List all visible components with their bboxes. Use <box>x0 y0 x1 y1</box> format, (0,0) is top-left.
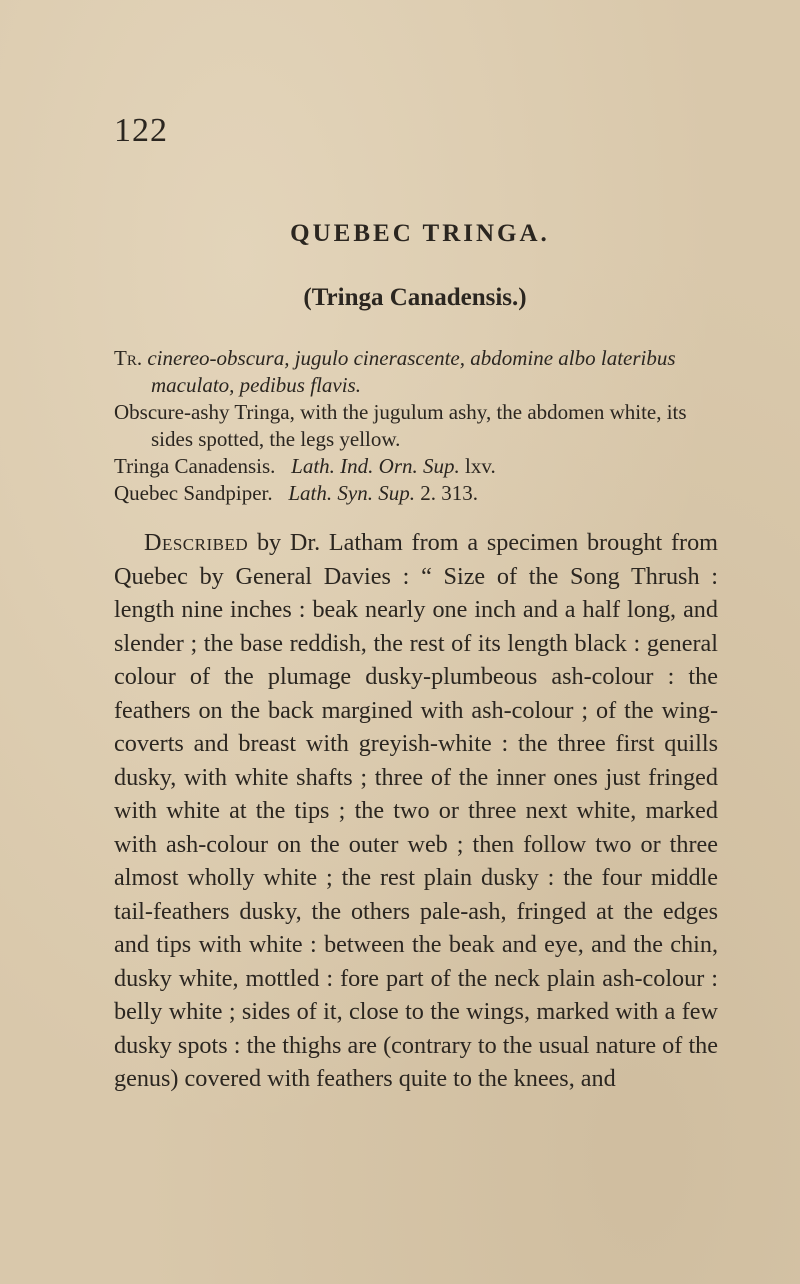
synonym-source: Lath. Ind. Orn. Sup. <box>291 454 460 478</box>
english-diagnosis-text: Obscure-ashy Tringa, with the jugulum ashy, the abdomen white, its sides spotted, the legs yellow. <box>114 400 687 451</box>
page-number: 122 <box>114 112 168 149</box>
diagnosis-lead: Tr. <box>114 346 143 370</box>
species-title: QUEBEC TRINGA. <box>290 220 550 247</box>
latin-diagnosis <box>114 345 714 399</box>
synonym-page: lxv. <box>465 454 496 478</box>
diagnosis-text: cinereo-obscura, jugulo cinerascente, abdomine albo lateribus maculato, pedibus flavis. <box>147 346 676 397</box>
description-paragraph <box>114 526 718 1096</box>
english-diagnosis <box>114 399 714 453</box>
synonym-index-reference <box>114 453 714 480</box>
synonym-page: 2. 313. <box>420 481 478 505</box>
synonym-name: Quebec Sandpiper. <box>114 481 273 505</box>
synonym-synopsis-reference <box>114 480 714 507</box>
paragraph-text: by Dr. Latham from a specimen brought from Quebec by General Davies : “ Size of the Song Thrush : length nine inches : beak nearly one inch and a half long, and slender ; the base reddish, the rest of its length black : general colour of the plumage dusky-plumbeous ash-colour : the feathers on the back margined with ash-colour ; of the wing-coverts and breast with greyish-white : the three first quills dusky, with white shafts ; three of the inner ones just fringed with white at the tips ; the two or three next white, marked with ash-colour on the outer web ; then follow two or three almost wholly white ; the rest plain dusky : the four middle tail-feathers dusky, the others pale-ash, fringed at the edges and tips with white : between the beak and eye, and the chin, dusky white, mottled : fore part of the neck plain ash-colour : belly white ; sides of it, close to the wings, marked with a few dusky spots : the thighs are (contrary to the usual nature of the genus) covered with feathers quite to the knees, and <box>114 529 718 1092</box>
synonym-source: Lath. Syn. Sup. <box>288 481 415 505</box>
paragraph-lead-word: Described <box>144 529 249 556</box>
species-latin-name: (Tringa Canadensis.) <box>303 284 527 311</box>
synonym-name: Tringa Canadensis. <box>114 454 276 478</box>
synonymy-block <box>114 345 714 507</box>
